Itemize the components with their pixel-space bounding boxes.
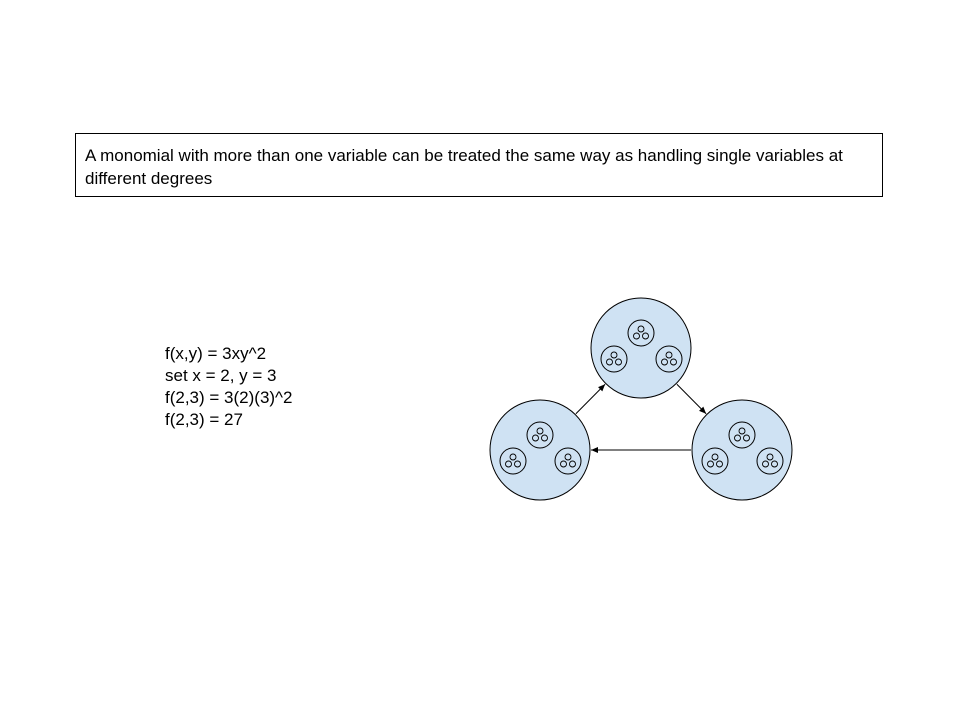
dot [708,461,714,467]
arrow-top-to-right [677,384,706,414]
sub-circle [757,448,783,474]
dot [510,454,516,460]
dot [666,352,672,358]
equation-line: f(2,3) = 3(2)(3)^2 [165,388,293,407]
dot [712,454,718,460]
dot [662,359,668,365]
nodes-layer [490,298,792,500]
dot [533,435,539,441]
sub-circle [527,422,553,448]
sub-circle [702,448,728,474]
sub-node [527,422,553,448]
dot [561,461,567,467]
equation-line: set x = 2, y = 3 [165,366,277,385]
dot [634,333,640,339]
sub-circle [729,422,755,448]
sub-node [500,448,526,474]
dot [537,428,543,434]
sub-node [757,448,783,474]
sub-node [628,320,654,346]
dot [767,454,773,460]
sub-circle [500,448,526,474]
arrow-left-to-top [576,384,605,414]
dot [638,326,644,332]
dot [611,352,617,358]
dot [739,428,745,434]
dot [671,359,677,365]
dot [763,461,769,467]
sub-node [702,448,728,474]
sub-node [729,422,755,448]
node-left [490,400,590,500]
dot [717,461,723,467]
dot [515,461,521,467]
dot [565,454,571,460]
sub-circle [555,448,581,474]
dot [542,435,548,441]
dot [506,461,512,467]
caption-text: A monomial with more than one variable can be treated the same way as handling single variables at different degrees [85,146,843,188]
dot [772,461,778,467]
equation-line: f(2,3) = 27 [165,410,243,429]
sub-circle [628,320,654,346]
equation-line: f(x,y) = 3xy^2 [165,344,267,363]
node-right [692,400,792,500]
node-top [591,298,691,398]
dot [616,359,622,365]
sub-circle [656,346,682,372]
dot [735,435,741,441]
dot [607,359,613,365]
dot [643,333,649,339]
sub-node [555,448,581,474]
sub-circle [601,346,627,372]
dot [570,461,576,467]
sub-node [601,346,627,372]
dot [744,435,750,441]
sub-node [656,346,682,372]
